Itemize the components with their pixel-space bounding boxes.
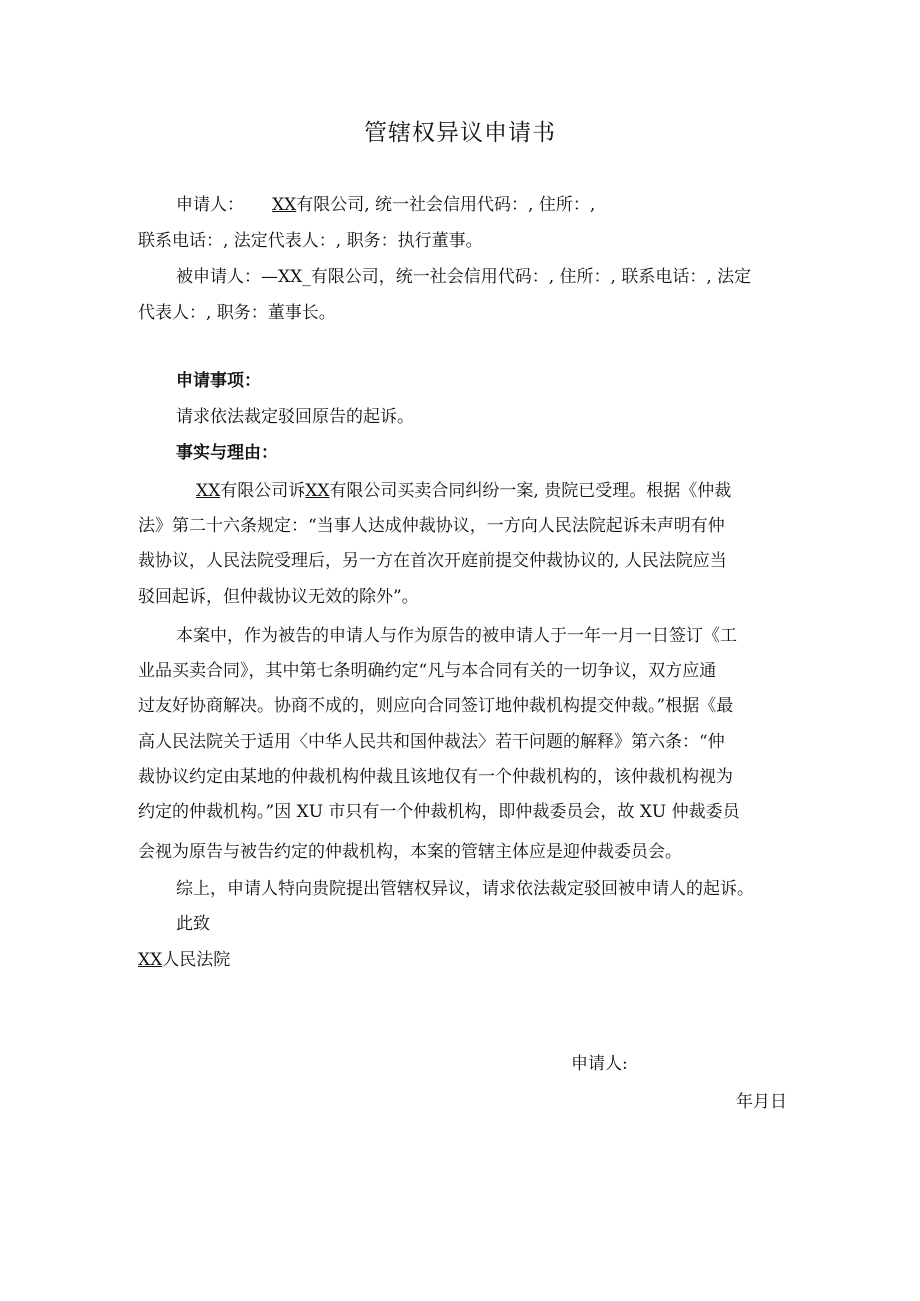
reasons-p2-line-2: 业品买卖合同》，其中第七条明确约定“凡与本合同有关的一切争议，双方应通 bbox=[138, 661, 717, 681]
plaintiff-placeholder-xx: XX bbox=[196, 481, 221, 501]
court-name: 人民法院 bbox=[162, 950, 231, 970]
respondent-line-2: 代表人：, 职务：董事长。 bbox=[138, 303, 336, 323]
defendant-placeholder-xx: XX bbox=[305, 481, 330, 501]
reasons-p1-line-4: 驳回起诉，但仲裁协议无效的除外”。 bbox=[138, 587, 419, 607]
reasons-p2-line-6: 约定的仲裁机构。”因 XU 市只有一个仲裁机构，即仲裁委员会，故 XU 仲裁委员 bbox=[138, 802, 740, 822]
reasons-p1-mid: 有限公司诉 bbox=[220, 481, 306, 501]
court-placeholder-xx: XX bbox=[138, 950, 163, 970]
applicant-details: 有限公司, 统一社会信用代码：, 住所：, bbox=[296, 195, 596, 215]
applicant-line-1 bbox=[176, 193, 595, 217]
applicant-line-2: 联系电话：, 法定代表人：, 职务：执行董事。 bbox=[138, 231, 483, 251]
reasons-p2-line-4: 高人民法院关于适用〈中华人民共和国仲裁法〉若干问题的解释》第六条：“仲 bbox=[138, 732, 725, 752]
conclusion: 综上，申请人特向贵院提出管辖权异议，请求依法裁定驳回被申请人的起诉。 bbox=[176, 879, 754, 899]
reasons-p1-line-2: 法》第二十六条规定：“当事人达成仲裁协议，一方向人民法院起诉未声明有仲 bbox=[138, 516, 725, 536]
document-title: 管辖权异议申请书 bbox=[364, 120, 556, 146]
reasons-heading: 事实与理由： bbox=[176, 443, 278, 463]
date-label: 年月日 bbox=[736, 1092, 787, 1112]
court-addressee bbox=[138, 948, 230, 972]
reasons-p2-line-7: 会视为原告与被告约定的仲裁机构，本案的管辖主体应是迎仲裁委员会。 bbox=[138, 842, 682, 862]
reasons-p2-line-5: 裁协议约定由某地的仲裁机构仲裁且该地仅有一个仲裁机构的，该仲裁机构视为 bbox=[138, 767, 733, 787]
signature-label: 申请人: bbox=[571, 1054, 628, 1074]
reasons-p2-line-1: 本案中，作为被告的申请人与作为原告的被申请人于一年一月一日签订《工 bbox=[176, 626, 737, 646]
reasons-p1-rest: 有限公司买卖合同纠纷一案, 贵院已受理。根据《仲裁 bbox=[329, 481, 732, 501]
applicant-placeholder-xx: XX bbox=[272, 195, 297, 215]
salutation: 此致 bbox=[176, 914, 210, 934]
applicant-label: 申请人： bbox=[176, 195, 244, 215]
request-heading: 申请事项： bbox=[176, 371, 261, 391]
reasons-p2-line-3: 过友好协商解决。协商不成的，则应向合同签订地仲裁机构提交仲裁。”根据《最 bbox=[138, 696, 734, 716]
reasons-p1-line-1 bbox=[196, 479, 731, 503]
respondent-line-1: 被申请人：—XX_有限公司，统一社会信用代码：, 住所：, 联系电话：, 法定 bbox=[176, 267, 752, 287]
request-body: 请求依法裁定驳回原告的起诉。 bbox=[176, 407, 414, 427]
reasons-p1-line-3: 裁协议，人民法院受理后，另一方在首次开庭前提交仲裁协议的, 人民法院应当 bbox=[138, 551, 727, 571]
